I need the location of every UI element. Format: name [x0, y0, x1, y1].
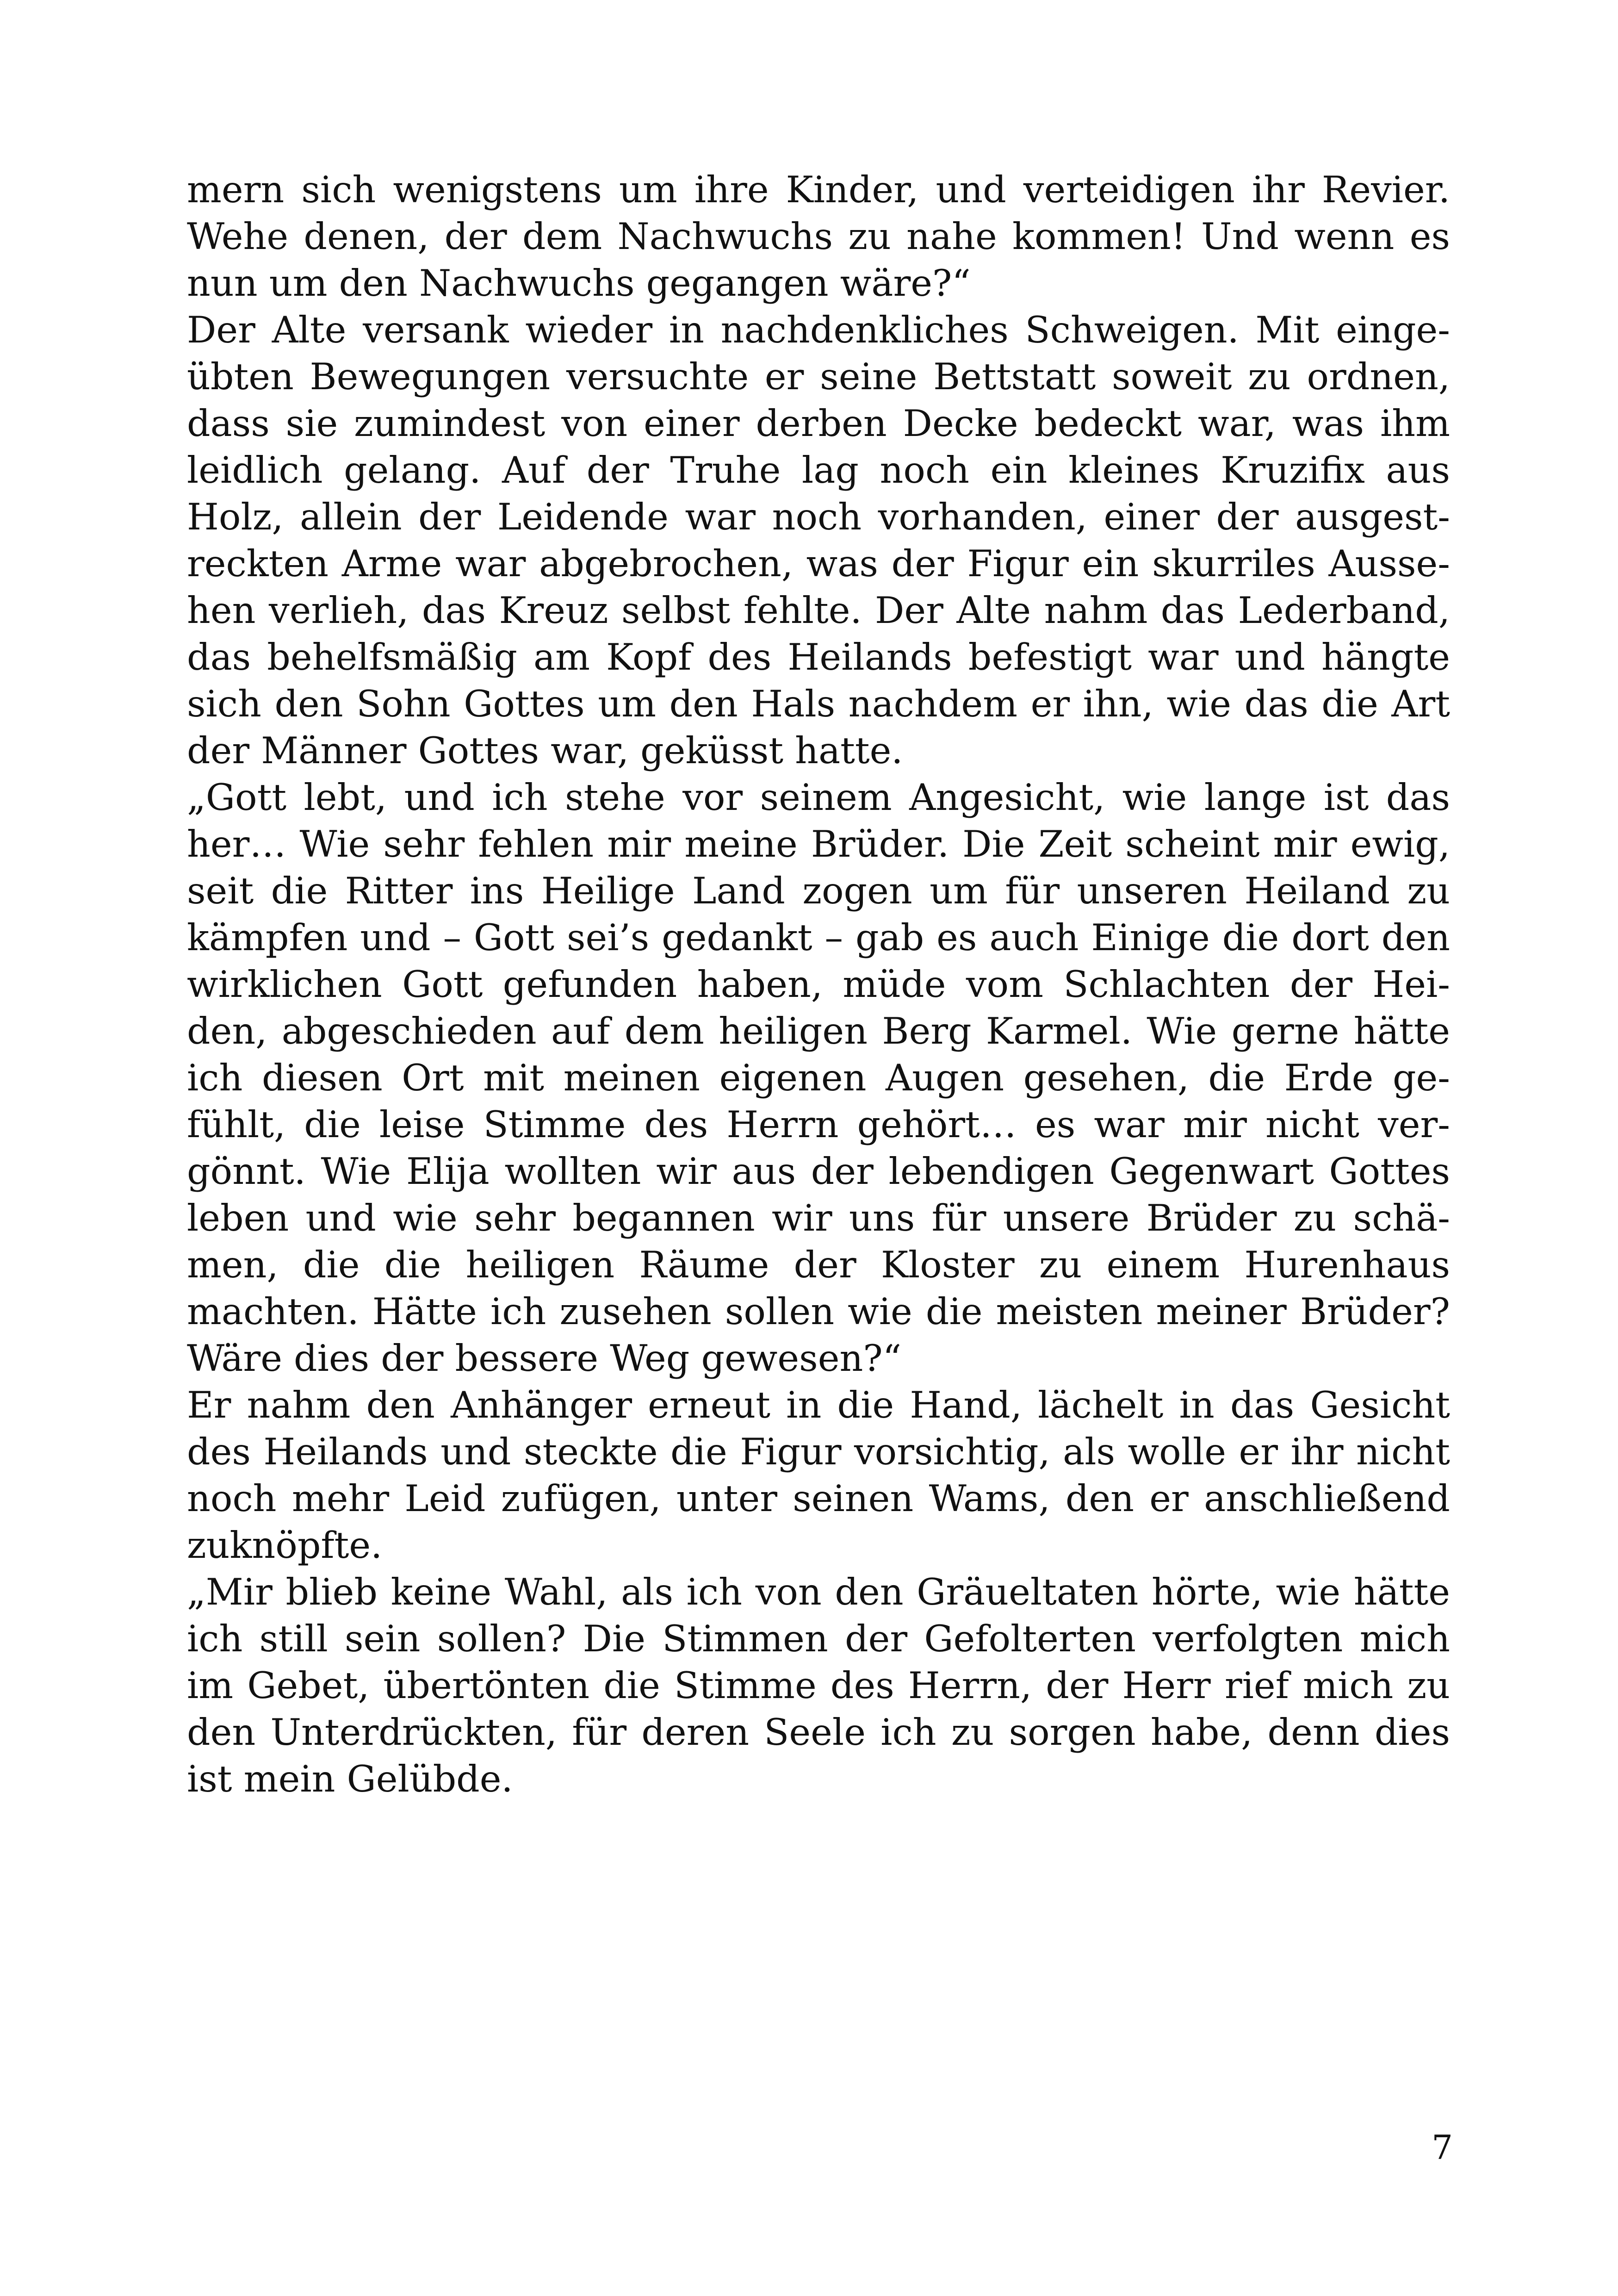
paragraph — [187, 1382, 1450, 1569]
text-line: ich still sein sollen? Die Stimmen der Gefolterten verfolgten mich — [187, 1618, 1450, 1660]
text-line: den Unterdrückten, für deren Seele ich zu sorgen habe, denn dies — [187, 1711, 1450, 1754]
paragraph — [187, 167, 1450, 307]
text-line: mern sich wenigstens um ihre Kinder, und verteidigen ihr Revier. — [187, 168, 1450, 211]
text-line: fühlt, die leise Stimme des Herrn gehört… es war mir nicht ver- — [187, 1103, 1450, 1146]
text-line: den, abgeschieden auf dem heiligen Berg Karmel. Wie gerne hätte — [187, 1010, 1450, 1052]
text-line: übten Bewegungen versuchte er seine Bettstatt soweit zu ordnen, — [187, 355, 1450, 398]
page-number: 7 — [1432, 2128, 1453, 2167]
text-line: der Männer Gottes war, geküsst hatte. — [187, 729, 903, 772]
text-line: gönnt. Wie Elija wollten wir aus der lebendigen Gegenwart Gottes — [187, 1150, 1450, 1193]
paragraph — [187, 1569, 1450, 1803]
text-line: zuknöpfte. — [187, 1524, 383, 1567]
text-line: machten. Hätte ich zusehen sollen wie die meisten meiner Brüder? — [187, 1290, 1450, 1333]
text-line: hen verlieh, das Kreuz selbst fehlte. Der Alte nahm das Lederband, — [187, 589, 1450, 632]
text-line: kämpfen und – Gott sei’s gedankt – gab es auch Einige die dort den — [187, 916, 1450, 959]
text-line: reckten Arme war abgebrochen, was der Figur ein skurriles Ausse- — [187, 542, 1450, 585]
text-line: ich diesen Ort mit meinen eigenen Augen gesehen, die Erde ge- — [187, 1057, 1450, 1099]
paragraph — [187, 774, 1450, 1382]
text-line: noch mehr Leid zufügen, unter seinen Wams, den er anschließend — [187, 1477, 1450, 1520]
text-line: im Gebet, übertönten die Stimme des Herrn, der Herr rief mich zu — [187, 1664, 1450, 1707]
text-line: Wehe denen, der dem Nachwuchs zu nahe kommen! Und wenn es — [187, 215, 1450, 258]
paragraph — [187, 307, 1450, 774]
text-line: her… Wie sehr fehlen mir meine Brüder. Die Zeit scheint mir ewig, — [187, 823, 1450, 865]
text-line: Er nahm den Anhänger erneut in die Hand, lächelt in das Gesicht — [187, 1384, 1450, 1426]
text-line: wirklichen Gott gefunden haben, müde vom Schlachten der Hei- — [187, 963, 1450, 1006]
text-line: leidlich gelang. Auf der Truhe lag noch ein kleines Kruzifix aus — [187, 449, 1450, 492]
text-line: „Gott lebt, und ich stehe vor seinem Angesicht, wie lange ist das — [187, 776, 1450, 819]
text-line: das behelfsmäßig am Kopf des Heilands befestigt war und hängte — [187, 636, 1450, 678]
text-line: sich den Sohn Gottes um den Hals nachdem er ihn, wie das die Art — [187, 683, 1450, 725]
text-line: Holz, allein der Leidende war noch vorhanden, einer der ausgest- — [187, 496, 1450, 538]
text-line: Der Alte versank wieder in nachdenkliches Schweigen. Mit einge- — [187, 309, 1450, 351]
text-line: leben und wie sehr begannen wir uns für unsere Brüder zu schä- — [187, 1197, 1450, 1239]
text-line: „Mir blieb keine Wahl, als ich von den Gräueltaten hörte, wie hätte — [187, 1571, 1450, 1613]
text-line: men, die die heiligen Räume der Kloster zu einem Hurenhaus — [187, 1244, 1450, 1286]
text-line: Wäre dies der bessere Weg gewesen?“ — [187, 1337, 902, 1380]
text-line: nun um den Nachwuchs gegangen wäre?“ — [187, 262, 971, 305]
text-line: dass sie zumindest von einer derben Decke bedeckt war, was ihm — [187, 402, 1450, 445]
body-text — [187, 167, 1450, 1803]
text-line: seit die Ritter ins Heilige Land zogen um für unseren Heiland zu — [187, 870, 1450, 912]
text-line: ist mein Gelübde. — [187, 1758, 513, 1800]
text-line: des Heilands und steckte die Figur vorsichtig, als wolle er ihr nicht — [187, 1431, 1450, 1473]
